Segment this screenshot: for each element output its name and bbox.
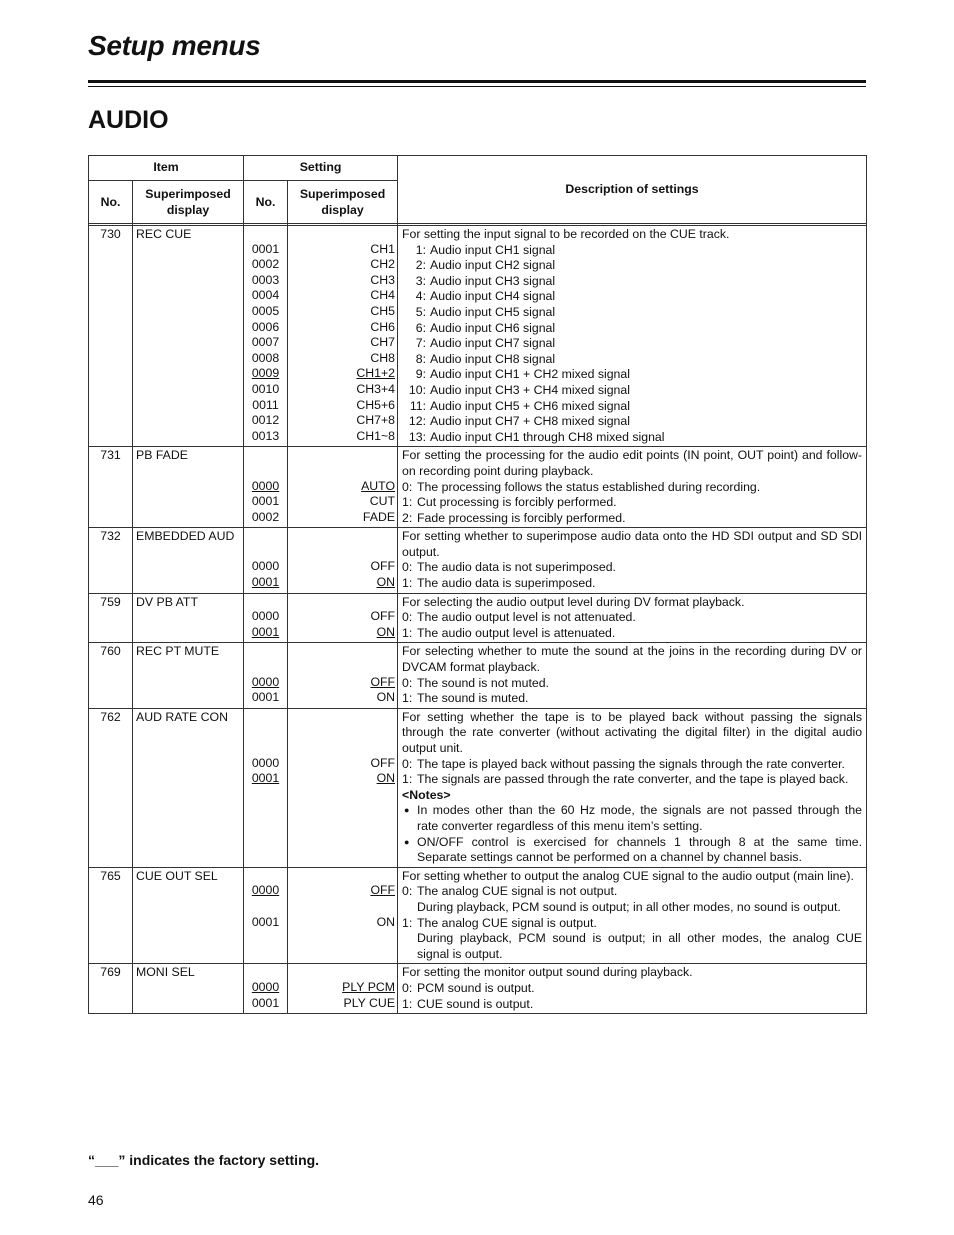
item-no: 762 bbox=[89, 708, 133, 867]
description bbox=[398, 708, 867, 867]
setting-display: OFF bbox=[370, 559, 396, 574]
setting-displays bbox=[288, 867, 398, 964]
item-display: DV PB ATT bbox=[133, 593, 244, 643]
description-intro-line: For setting the input signal to be recorded on the CUE track. bbox=[402, 227, 730, 241]
setting-number: 0009 bbox=[251, 366, 280, 381]
option-description bbox=[402, 676, 862, 692]
description-intro-line: For setting the monitor output sound during playback. bbox=[402, 965, 693, 980]
item-display: EMBEDDED AUD bbox=[133, 528, 244, 593]
item-display: PB FADE bbox=[133, 447, 244, 528]
option-label: 4: bbox=[415, 289, 427, 304]
option-text: The sound is not muted. bbox=[417, 675, 549, 690]
setting-number: 0008 bbox=[251, 350, 280, 365]
description bbox=[398, 867, 867, 964]
setting-number: 0005 bbox=[251, 303, 280, 318]
option-text: Audio input CH3 + CH4 mixed signal bbox=[430, 382, 630, 397]
option-description bbox=[402, 352, 862, 368]
setting-display: CH8 bbox=[370, 350, 396, 365]
option-label: 3: bbox=[415, 273, 427, 288]
factory-setting-note: “___” indicates the factory setting. bbox=[88, 1152, 320, 1168]
header-item: Item bbox=[89, 156, 244, 181]
option-detail-line: signal is output. bbox=[417, 946, 503, 961]
option-description bbox=[402, 560, 862, 576]
option-label: 8: bbox=[415, 351, 427, 366]
option-label: 1: bbox=[402, 996, 413, 1011]
option-label: 5: bbox=[415, 304, 427, 319]
description-intro-line: through the rate converter (without activating the digital filter) in the digital audio bbox=[402, 725, 863, 740]
item-no: 760 bbox=[89, 643, 133, 708]
table-row bbox=[89, 708, 867, 867]
option-description bbox=[402, 321, 862, 337]
setting-display: CUT bbox=[369, 494, 396, 509]
note-line: ON/OFF control is exercised for channels 1 through 8 at the same time. bbox=[417, 834, 863, 849]
page-title: Setup menus bbox=[88, 30, 261, 61]
option-description bbox=[402, 997, 862, 1013]
option-description bbox=[402, 916, 862, 932]
setting-display: ON bbox=[376, 914, 396, 929]
description-intro-line: For setting the processing for the audio edit points (IN point, OUT point) and follow- bbox=[402, 448, 863, 463]
setting-displays bbox=[288, 643, 398, 708]
option-label: 0: bbox=[402, 479, 413, 494]
option-description bbox=[402, 258, 862, 274]
page-number: 46 bbox=[88, 1192, 104, 1208]
item-display: MONI SEL bbox=[133, 964, 244, 1014]
option-label: 1: bbox=[402, 576, 413, 591]
setting-number: 0000 bbox=[251, 478, 280, 493]
option-description bbox=[402, 414, 862, 430]
option-label: 1: bbox=[402, 625, 413, 640]
note-line: Separate settings cannot be performed on a channel by channel basis. bbox=[417, 850, 802, 865]
setting-numbers bbox=[244, 226, 288, 447]
setting-display: CH3 bbox=[370, 272, 396, 287]
item-display: CUE OUT SEL bbox=[133, 867, 244, 964]
option-description bbox=[402, 305, 862, 321]
setting-displays bbox=[288, 528, 398, 593]
option-label: 0: bbox=[402, 610, 413, 625]
setting-number: 0010 bbox=[251, 381, 280, 396]
option-label: 0: bbox=[402, 560, 413, 575]
item-no: 765 bbox=[89, 867, 133, 964]
option-detail-line: During playback, PCM sound is output; in all other modes, no sound is output. bbox=[417, 899, 841, 914]
bullet-icon: ● bbox=[404, 836, 410, 847]
option-label: 0: bbox=[402, 675, 413, 690]
setting-display: OFF bbox=[370, 755, 396, 770]
bullet-icon: ● bbox=[404, 805, 410, 816]
setting-number: 0003 bbox=[251, 272, 280, 287]
option-text: Audio input CH1 + CH2 mixed signal bbox=[430, 367, 630, 382]
option-text: Audio input CH1 through CH8 mixed signal bbox=[430, 429, 665, 444]
header-item-display: Superimposed display bbox=[133, 181, 244, 224]
option-description bbox=[402, 511, 862, 527]
setting-number: 0001 bbox=[251, 914, 280, 929]
setting-display: ON bbox=[376, 575, 396, 590]
option-label: 1: bbox=[402, 691, 413, 706]
table-row bbox=[89, 643, 867, 708]
option-text: The audio data is not superimposed. bbox=[417, 560, 616, 575]
table-row bbox=[89, 867, 867, 964]
description-intro-line: output unit. bbox=[402, 741, 463, 755]
option-label: 1: bbox=[402, 495, 413, 510]
title-rule-thin bbox=[88, 86, 866, 87]
setting-number: 0001 bbox=[251, 624, 280, 639]
option-description bbox=[402, 480, 862, 496]
setting-displays bbox=[288, 593, 398, 643]
setting-displays bbox=[288, 226, 398, 447]
note-line: In modes other than the 60 Hz mode, the signals are not passed through the bbox=[417, 803, 863, 818]
description bbox=[398, 593, 867, 643]
setting-display: CH7 bbox=[370, 335, 396, 350]
option-description bbox=[402, 757, 862, 773]
item-display: REC CUE bbox=[133, 226, 244, 447]
description-intro-line: For setting whether to output the analog CUE signal to the audio output (main line). bbox=[402, 868, 854, 883]
setting-number: 0007 bbox=[251, 335, 280, 350]
setting-display: AUTO bbox=[361, 478, 396, 493]
option-text: Audio input CH2 signal bbox=[430, 258, 556, 273]
option-text: Audio input CH6 signal bbox=[430, 320, 556, 335]
option-text: Audio input CH5 + CH6 mixed signal bbox=[430, 398, 630, 413]
option-description bbox=[402, 691, 862, 707]
description-intro-line: For selecting whether to mute the sound at the joins in the recording during DV or bbox=[402, 644, 863, 659]
option-text: Audio input CH7 + CH8 mixed signal bbox=[430, 414, 630, 429]
option-description bbox=[402, 981, 862, 997]
option-text: Audio input CH5 signal bbox=[430, 304, 556, 319]
option-label: 10: bbox=[408, 382, 427, 397]
option-description bbox=[402, 884, 862, 900]
option-text: The tape is played back without passing the signals through the rate converter. bbox=[417, 756, 845, 771]
option-description bbox=[402, 430, 862, 446]
option-text: The signals are passed through the rate converter, and the tape is played back. bbox=[417, 772, 849, 787]
item-no: 769 bbox=[89, 964, 133, 1014]
setting-display: OFF bbox=[370, 883, 396, 898]
option-description bbox=[402, 626, 862, 642]
setting-display: ON bbox=[376, 690, 396, 705]
setting-number: 0004 bbox=[251, 288, 280, 303]
option-text: Audio input CH7 signal bbox=[430, 336, 556, 351]
audio-settings-table bbox=[88, 155, 867, 1014]
table-row bbox=[89, 964, 867, 1014]
setting-number: 0011 bbox=[252, 397, 279, 412]
option-text: Audio input CH8 signal bbox=[430, 351, 556, 366]
option-label: 1: bbox=[415, 242, 427, 257]
option-description bbox=[402, 495, 862, 511]
option-label: 7: bbox=[415, 336, 427, 351]
note-item bbox=[402, 835, 862, 866]
option-label: 0: bbox=[402, 884, 413, 899]
option-description bbox=[402, 367, 862, 383]
option-label: 11: bbox=[409, 398, 427, 413]
setting-display: ON bbox=[376, 624, 396, 639]
setting-display: CH1~8 bbox=[356, 428, 396, 443]
option-label: 1: bbox=[402, 772, 413, 787]
option-text: The audio output level is not attenuated. bbox=[417, 610, 636, 625]
setting-display: CH5+6 bbox=[356, 397, 396, 412]
notes-heading: <Notes> bbox=[402, 787, 451, 802]
setting-display: CH5 bbox=[370, 303, 396, 318]
setting-numbers bbox=[244, 964, 288, 1014]
item-display: AUD RATE CON bbox=[133, 708, 244, 867]
option-text: The processing follows the status established during recording. bbox=[417, 479, 761, 494]
option-detail-line: During playback, PCM sound is output; in all other modes, the analog CUE bbox=[417, 931, 863, 946]
setting-display: PLY PCM bbox=[342, 979, 396, 994]
setting-numbers bbox=[244, 593, 288, 643]
setting-display: CH1+2 bbox=[356, 366, 396, 381]
table-row bbox=[89, 528, 867, 593]
setting-numbers bbox=[244, 643, 288, 708]
item-no: 730 bbox=[89, 226, 133, 447]
option-label: 1: bbox=[402, 915, 413, 930]
option-text: The analog CUE signal is not output. bbox=[417, 884, 618, 899]
title-rule bbox=[88, 80, 866, 83]
setting-display: PLY CUE bbox=[343, 995, 396, 1010]
option-description bbox=[402, 383, 862, 399]
option-text: Audio input CH4 signal bbox=[430, 289, 556, 304]
description bbox=[398, 226, 867, 447]
option-description bbox=[402, 243, 862, 259]
description-intro-line: For setting whether to superimpose audio data onto the HD SDI output and SD SDI bbox=[402, 529, 863, 544]
description bbox=[398, 528, 867, 593]
option-label: 9: bbox=[415, 367, 427, 382]
setting-number: 0001 bbox=[251, 995, 280, 1010]
setting-number: 0000 bbox=[251, 674, 280, 689]
item-no: 731 bbox=[89, 447, 133, 528]
description bbox=[398, 964, 867, 1014]
option-label: 2: bbox=[402, 510, 413, 525]
option-label: 6: bbox=[415, 320, 427, 335]
option-description bbox=[402, 336, 862, 352]
description-intro-line: For selecting the audio output level during DV format playback. bbox=[402, 594, 745, 609]
header-setting: Setting bbox=[244, 156, 398, 181]
setting-numbers bbox=[244, 528, 288, 593]
header-description: Description of settings bbox=[398, 156, 867, 224]
option-description bbox=[402, 576, 862, 592]
option-label: 2: bbox=[415, 258, 427, 273]
setting-number: 0000 bbox=[251, 755, 280, 770]
setting-display: CH6 bbox=[370, 319, 396, 334]
setting-numbers bbox=[244, 708, 288, 867]
setting-number: 0013 bbox=[251, 428, 280, 443]
setting-number: 0000 bbox=[251, 883, 280, 898]
header-setting-no: No. bbox=[244, 181, 288, 224]
setting-display: CH3+4 bbox=[356, 381, 396, 396]
option-description bbox=[402, 772, 862, 788]
option-text: The audio data is superimposed. bbox=[417, 576, 596, 591]
setting-number: 0001 bbox=[251, 241, 280, 256]
option-text: PCM sound is output. bbox=[417, 980, 535, 995]
description-intro-line: on recording point during playback. bbox=[402, 463, 594, 478]
option-text: The sound is muted. bbox=[417, 691, 529, 706]
setting-display: FADE bbox=[362, 509, 396, 524]
option-text: The audio output level is attenuated. bbox=[417, 625, 616, 640]
description-intro-line: output. bbox=[402, 544, 440, 559]
table-row bbox=[89, 447, 867, 528]
option-text: Audio input CH1 signal bbox=[430, 242, 556, 257]
section-title: AUDIO bbox=[88, 106, 169, 134]
setting-numbers bbox=[244, 867, 288, 964]
setting-displays bbox=[288, 964, 398, 1014]
setting-number: 0006 bbox=[251, 319, 280, 334]
description bbox=[398, 643, 867, 708]
option-description bbox=[402, 399, 862, 415]
option-text: Fade processing is forcibly performed. bbox=[417, 510, 626, 525]
setting-number: 0001 bbox=[251, 690, 280, 705]
setting-display: CH4 bbox=[370, 288, 396, 303]
option-text: CUE sound is output. bbox=[417, 996, 534, 1011]
setting-number: 0001 bbox=[251, 575, 280, 590]
option-text: The analog CUE signal is output. bbox=[417, 915, 597, 930]
setting-number: 0002 bbox=[251, 509, 280, 524]
setting-number: 0002 bbox=[251, 257, 280, 272]
setting-number: 0000 bbox=[251, 979, 280, 994]
description-intro-line: DVCAM format playback. bbox=[402, 660, 541, 675]
setting-displays bbox=[288, 708, 398, 867]
option-description bbox=[402, 274, 862, 290]
option-description bbox=[402, 289, 862, 305]
setting-displays bbox=[288, 447, 398, 528]
setting-display: CH2 bbox=[370, 257, 396, 272]
setting-display: OFF bbox=[370, 674, 396, 689]
setting-number: 0000 bbox=[251, 609, 280, 624]
option-text: Audio input CH3 signal bbox=[430, 273, 556, 288]
setting-numbers bbox=[244, 447, 288, 528]
option-label: 0: bbox=[402, 756, 413, 771]
table-body bbox=[89, 226, 867, 1014]
item-no: 759 bbox=[89, 593, 133, 643]
header-item-no: No. bbox=[89, 181, 133, 224]
setting-number: 0001 bbox=[251, 494, 280, 509]
item-display: REC PT MUTE bbox=[133, 643, 244, 708]
option-label: 12: bbox=[408, 414, 427, 429]
table-row bbox=[89, 593, 867, 643]
setting-number: 0000 bbox=[251, 559, 280, 574]
option-text: Cut processing is forcibly performed. bbox=[417, 495, 617, 510]
option-label: 13: bbox=[408, 429, 427, 444]
setting-number: 0012 bbox=[251, 413, 280, 428]
note-item bbox=[402, 803, 862, 834]
table-row bbox=[89, 226, 867, 447]
setting-display: ON bbox=[376, 771, 396, 786]
setting-display: OFF bbox=[370, 609, 396, 624]
option-description bbox=[402, 610, 862, 626]
header-setting-display: Superimposed display bbox=[288, 181, 398, 224]
description-intro-line: For setting whether the tape is to be played back without passing the signals bbox=[402, 709, 863, 724]
option-label: 0: bbox=[402, 980, 413, 995]
setting-number: 0001 bbox=[251, 771, 280, 786]
note-line: rate converter regardless of this menu item’s setting. bbox=[417, 818, 703, 833]
description bbox=[398, 447, 867, 528]
setting-display: CH7+8 bbox=[356, 413, 396, 428]
item-no: 732 bbox=[89, 528, 133, 593]
setting-display: CH1 bbox=[370, 241, 396, 256]
